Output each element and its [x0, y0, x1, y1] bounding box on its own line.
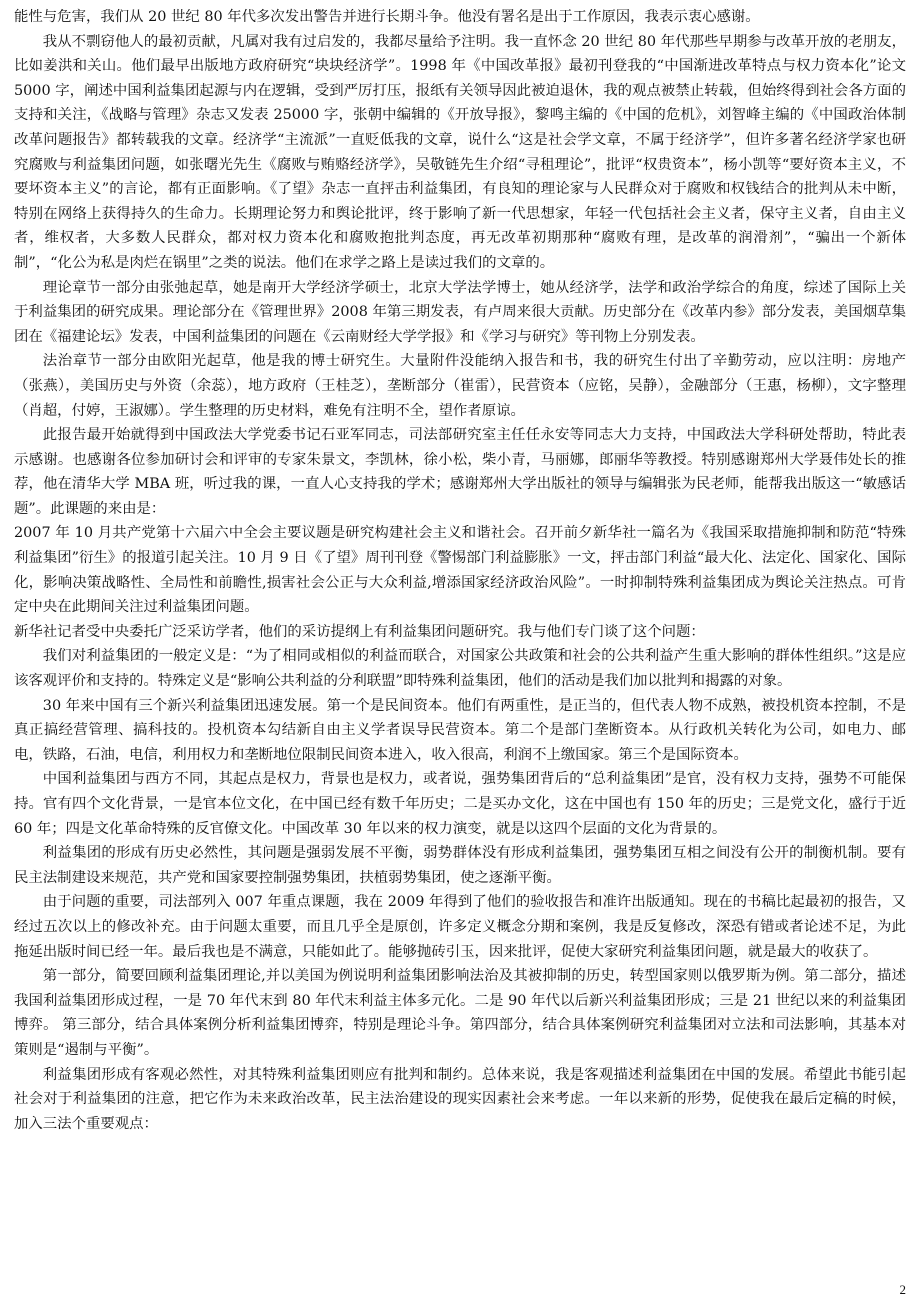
- page-number: 2: [899, 1282, 906, 1297]
- paragraph-13: 第一部分，简要回顾利益集团理论,并以美国为例说明利益集团影响法治及其被抑制的历史，转型国家则以俄罗斯为例。第二部分，描述我国利益集团形成过程，一是 70 年代末到 80 年代末利益主体多元化。二是 90 年代以后新兴利益集团形成；三是 21 世纪以来的利益集团博弈。 第三部分，结合具体案例分析利益集团博弈，特别是理论斗争。第四部分，结合具体案例研究利益集团对立法和司法影响，其基本对策则是“遏制与平衡”。: [14, 968, 906, 1058]
- paragraph-4: 法治章节一部分由欧阳光起草，他是我的博士研究生。大量附件没能纳入报告和书，我的研究生付出了辛勤劳动，应以注明：房地产（张燕），美国历史与外资（余蕊），地方政府（王桂芝），垄断部分（崔雷），民营资本（应铭，吴静），金融部分（王惠，杨柳），文字整理（肖超，付婷，王淑娜）。学生整理的历史材料，难免有注明不全，望作者原谅。: [14, 353, 906, 419]
- paragraph-3: 理论章节一部分由张弛起草，她是南开大学经济学硕士，北京大学法学博士，她从经济学，法学和政治学综合的角度，综述了国际上关于利益集团的研究成果。理论部分在《管理世界》2008 年第三期发表，有卢周来很大贡献。历史部分在《改革内参》部分发表，美国烟草集团在《福建论坛》发表，中国利益集团的问题在《云南财经大学学报》和《学习与研究》等刊物上分别发表。: [14, 279, 906, 345]
- document-body: [14, 5, 906, 1136]
- paragraph-9: 30 年来中国有三个新兴利益集团迅速发展。第一个是民间资本。他们有两重性，是正当的，但代表人物不成熟，被投机资本控制，不是真正搞经营管理、搞科技的。投机资本勾结新自由主义学者误导民营资本。第二个是部门垄断资本。从行政机关转化为公司，如电力、邮电，铁路，石油，电信，利用权力和垄断地位限制民间资本进入，收入很高，利润不上缴国家。第三个是国际资本。: [14, 697, 906, 763]
- paragraph-12: 由于问题的重要，司法部列入 007 年重点课题，我在 2009 年得到了他们的验收报告和准许出版通知。现在的书稿比起最初的报告，又经过五次以上的修改补充。由于问题太重要，而且几乎全是原创，许多定义概念分期和案例，我是反复修改，深恐有错或者论述不足，为此拖延出版时间已经一年。最后我也是不满意，只能如此了。能够抛砖引玉，因来批评，促使大家研究利益集团问题，就是最大的收获了。: [14, 894, 906, 960]
- paragraph-6: 2007 年 10 月共产党第十六届六中全会主要议题是研究构建社会主义和谐社会。召开前夕新华社一篇名为《我国采取措施抑制和防范“特殊利益集团”衍生》的报道引起关注。10 月 9 日《了望》周刊刊登《警惕部门利益膨胀》一文，抨击部门利益“最大化、法定化、国家化、国际化，影响决策战略性、全局性和前瞻性,损害社会公正与大众利益,增添国家经济政治风险”。一时抑制特殊利益集团成为舆论关注热点。可肯定中央在此期间关注过利益集团问题。: [14, 525, 906, 616]
- paragraph-7: 新华社记者受中央委托广泛采访学者，他们的采访提纲上有利益集团问题研究。我与他们专门谈了这个问题：: [14, 623, 705, 640]
- paragraph-11: 利益集团的形成有历史必然性，其问题是强弱发展不平衡，弱势群体没有形成利益集团，强势集团互相之间没有公开的制衡机制。要有民主法制建设来规范，共产党和国家要控制强势集团，扶植弱势集团，使之逐渐平衡。: [14, 845, 906, 886]
- paragraph-14: 利益集团形成有客观必然性，对其特殊利益集团则应有批判和制约。总体来说，我是客观描述利益集团在中国的发展。希望此书能引起社会对于利益集团的注意，把它作为未来政治改革，民主法治建设的现实因素社会来考虑。一年以来新的形势，促使我在最后定稿的时候，加入三法个重要观点：: [14, 1066, 906, 1132]
- paragraph-2: 我从不剽窃他人的最初贡献，凡属对我有过启发的，我都尽量给予注明。我一直怀念 20 世纪 80 年代那些早期参与改革开放的老朋友，比如姜洪和关山。他们最早出版地方政府研究“块块经济学”。1998 年《中国改革报》最初刊登我的“中国渐进改革特点与权力资本化”论文 5000 字，阐述中国利益集团起源与内在逻辑，受到严厉打压，报纸有关领导因此被迫退休，我的观点被禁止转载，但始终得到社会各方面的支持和关注，《战略与管理》杂志又发表 25000 字，张朝中编辑的《开放导报》，黎鸣主编的《中国的危机》，刘智峰主编的《中国政治体制改革问题报告》都转载我的文章。经济学“主流派”一直贬低我的文章，说什么“这是社会学文章，不属于经济学”，但许多著名经济学家也研究腐败与利益集团问题，如张曙光先生《腐败与贿赂经济学》，吴敬链先生介绍“寻租理论”，批评“权贵资本”，杨小凯等“要好资本主义，不要坏资本主义”的言论，都有正面影响。《了望》杂志一直抨击利益集团，有良知的理论家与人民群众对于腐败和权钱结合的批判从未中断，特别在网络上获得持久的生命力。长期理论努力和舆论批评，终于影响了新一代思想家，年轻一代包括社会主义者，保守主义者，自由主义者，维权者，大多数人民群众，都对权力资本化和腐败抱批判态度，再无改革初期那种“腐败有理，是改革的润滑剂”，“骗出一个新体制”，“化公为私是肉烂在锅里”之类的说法。他们在求学之路上是读过我们的文章的。: [14, 33, 906, 271]
- paragraph-1: 能性与危害，我们从 20 世纪 80 年代多次发出警告并进行长期斗争。他没有署名是出于工作原因，我表示衷心感谢。: [14, 9, 760, 25]
- paragraph-5: 此报告最开始就得到中国政法大学党委书记石亚军同志，司法部研究室主任任永安等同志大力支持，中国政法大学科研处帮助，特此表示感谢。也感谢各位参加研讨会和评审的专家朱景文，李凯林，徐小松，柴小青，马丽娜，郎丽华等教授。特别感谢郑州大学聂伟处长的推荐，他在清华大学 MBA 班，听过我的课，一直人心支持我的学术；感谢郑州大学出版社的领导与编辑张为民老师，能帮我出版这一“敏感话题”。此课题的来由是：: [14, 427, 906, 517]
- paragraph-8: 我们对利益集团的一般定义是：“为了相同或相似的利益而联合，对国家公共政策和社会的公共利益产生重大影响的群体性组织。”这是应该客观评价和支持的。特殊定义是“影响公共利益的分利联盟”即特殊利益集团，他们的活动是我们加以批判和揭露的对象。: [14, 648, 906, 690]
- paragraph-10: 中国利益集团与西方不同，其起点是权力，背景也是权力，或者说，强势集团背后的“总利益集团”是官，没有权力支持，强势不可能保持。官有四个文化背景，一是官本位文化，在中国已经有数千年历史；二是买办文化，这在中国也有 150 年的历史；三是党文化，盛行于近 60 年；四是文化革命特殊的反官僚文化。中国改革 30 年以来的权力演变，就是以这四个层面的文化为背景的。: [14, 771, 906, 837]
